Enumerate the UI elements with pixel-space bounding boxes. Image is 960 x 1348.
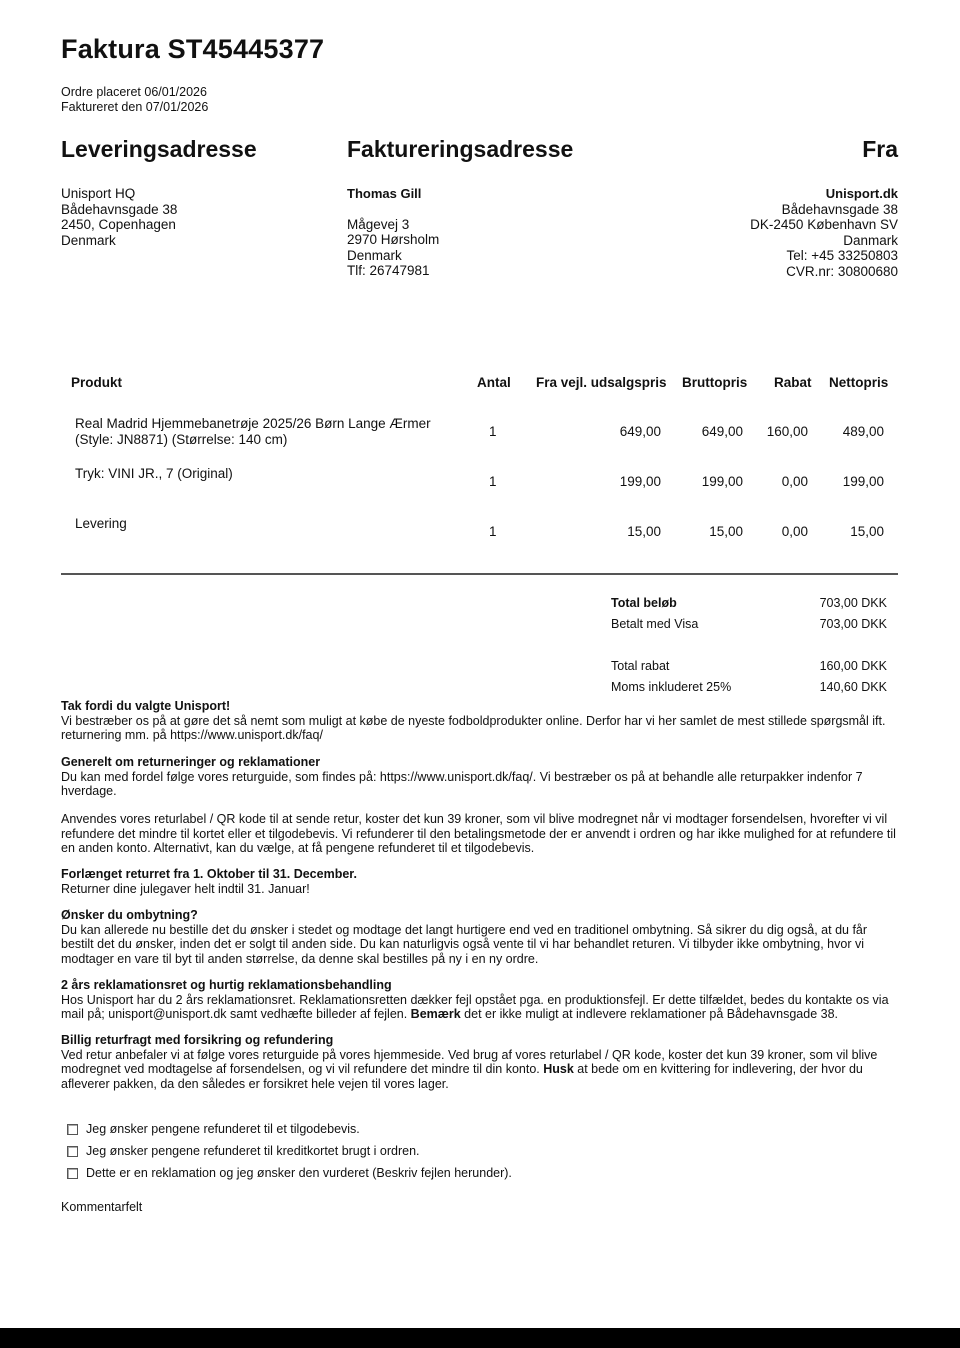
exchange-title: Ønsker du ombytning? [61,908,198,922]
freight-text-b: at bede om en kvittering for indlevering, der hvor du afleverer pakken, da den således er forsikret hele vejen til vores lager. [61,1062,863,1091]
shipping-line: Bådehavnsgade 38 [61,201,178,217]
label-text: Anvendes vores returlabel / QR kode til at sende retur, koster det kun 39 kroner, som vil blive modregnet når vi modtager forsendelsen, hvorefter vi vil refundere det mindre til kortet eller et tilgodebevis. Vi refunderer til den betalingsmetode der er anvendt i ordren og har ikke mulighed for at refundere til en anden konto. Alternativt, kan du vælge, at få pengene refunderet til et tilgodebevis. [61,812,896,855]
freight-text-a: Ved retur anbefaler vi at følge vores returguide på vores hjemmeside. Ved brug af vores returlabel / QR kode, koster det kun 39 kroner, som vil blive modregnet ved modtagelse af forsendelsen, og vi vil refundere det mindre til din konto. [61,1047,878,1076]
extended-text: Returner dine julegaver helt indtil 31. Januar! [61,881,310,896]
invoice-dates [61,85,208,114]
warranty-text [61,993,901,1022]
checkbox-label: Jeg ønsker pengene refunderet til kreditkortet brugt i ordren. [86,1144,420,1158]
invoiced-date: Faktureret den 07/01/2026 [61,99,209,114]
row-discount: 160,00 [766,424,808,439]
returns-title: Generelt om returneringer og reklamationer [61,755,321,769]
row-gross: 15,00 [709,524,743,539]
table-row-product [75,516,465,532]
row-qty: 1 [489,474,497,489]
shipping-address [61,186,177,248]
checkbox-creditcard[interactable] [67,1146,78,1157]
warranty-bold: Bemærk [410,1007,461,1021]
discount-total-label: Total rabat [611,659,670,673]
checkbox-row[interactable] [67,1122,360,1136]
header-discount: Rabat [774,375,812,390]
warranty-title: 2 års reklamationsret og hurtig reklamationsbehandling [61,978,392,992]
freight-bold: Husk [543,1062,574,1076]
checkbox-row[interactable] [67,1144,420,1158]
row-gross: 649,00 [701,424,743,439]
invoice-title: Faktura ST45445377 [61,34,325,64]
from-line: DK-2450 København SV [750,217,898,232]
returns-section [61,755,901,799]
table-row-product [75,466,465,482]
total-value: 703,00 DKK [819,596,887,610]
checkbox-giftcard[interactable] [67,1124,78,1135]
thanks-text: Vi bestræber os på at gøre det så nemt som muligt at købe de nyeste fodboldprodukter online. Derfor har vi her samlet de mest stillede spørgsmål ift. returnering mm. på https://www.unisport.dk/faq/ [61,713,886,742]
from-line: Tel: +45 33250803 [786,248,898,263]
extended-section [61,867,901,896]
warranty-section [61,978,901,1022]
vat-label: Moms inkluderet 25% [611,680,732,694]
row-qty: 1 [489,424,497,439]
warranty-text-a: Hos Unisport har du 2 års reklamationsret. Reklamationsretten dækker fejl opstået pga. en produktionsfejl. Er dette tilfældet, bedes du kontakte os via mail på; unisport@unisport.dk samt vedhæfte billeder af fejlen. [61,992,889,1021]
header-rrp: Fra vejl. udsalgspris [536,375,667,390]
exchange-section [61,908,901,966]
billing-line: Mågevej 3 [347,216,410,232]
header-qty: Antal [477,375,511,390]
billing-name: Thomas Gill [347,186,422,201]
row-rrp: 649,00 [619,424,661,439]
comment-label: Kommentarfelt [61,1200,143,1214]
exchange-text: Du kan allerede nu bestille det du ønsker i stedet og modtage det langt hurtigere end ved en traditionel ombytning. Så sikrer du dig også, at du får bestilt det du ønsker, inden det er solgt til anden side. Du kan naturligvis også vente til vi har behandlet returen. Vi tilbyder ikke ombytning, hvor vi modtager en vare til byt til anden størrelse, da denne skal bestilles på ny i en ny ordre. [61,922,868,966]
shipping-line: Denmark [61,232,116,248]
billing-line: Tlf: 26747981 [347,263,430,278]
vat-value: 140,60 DKK [819,680,887,694]
from-heading: Fra [862,136,898,162]
row-net: 199,00 [842,474,884,489]
returns-text: Du kan med fordel følge vores returguide, som findes på: https://www.unisport.dk/faq/. Vi bestræber os på at behandle alle returpakker indenfor 7 hverdage. [61,769,863,798]
row-discount: 0,00 [781,474,808,489]
paid-label: Betalt med Visa [611,617,699,631]
checkbox-label: Dette er en reklamation og jeg ønsker den vurderet (Beskriv fejlen herunder). [86,1166,512,1180]
header-gross: Bruttopris [682,375,748,390]
paid-value: 703,00 DKK [819,617,887,631]
table-row-product [75,416,465,447]
shipping-line: Unisport HQ [61,186,136,201]
checkbox-row[interactable] [67,1166,512,1180]
product-name: Real Madrid Hjemmebanetrøje 2025/26 Børn Lange Ærmer [75,416,431,431]
from-line: Bådehavnsgade 38 [781,201,898,217]
shipping-line: 2450, Copenhagen [61,217,176,232]
shipping-heading: Leveringsadresse [61,136,257,162]
product-details: (Style: JN8871) (Størrelse: 140 cm) [75,431,288,447]
from-name: Unisport.dk [825,186,898,201]
billing-line: 2970 Hørsholm [347,232,440,247]
table-divider [61,573,898,575]
discount-total-value: 160,00 DKK [819,659,887,673]
extended-title: Forlænget returret fra 1. Oktober til 31. December. [61,867,357,881]
from-line: CVR.nr: 30800680 [786,263,898,279]
freight-section [61,1033,901,1091]
billing-address [347,186,439,279]
product-name: Levering [75,516,127,531]
row-discount: 0,00 [781,524,808,539]
billing-line: Denmark [347,247,402,263]
row-qty: 1 [489,524,497,539]
thanks-title: Tak fordi du valgte Unisport! [61,699,231,713]
freight-title: Billig returfragt med forsikring og refundering [61,1033,334,1047]
warranty-text-b: det er ikke muligt at indlevere reklamationer på Bådehavnsgade 38. [460,1007,839,1021]
header-product: Produkt [71,375,123,390]
product-name: Tryk: VINI JR., 7 (Original) [75,466,233,481]
billing-heading: Faktureringsadresse [347,136,574,162]
row-net: 15,00 [850,524,884,539]
from-line: Danmark [843,232,898,248]
freight-text [61,1048,901,1092]
bottom-bar [0,1328,960,1348]
row-net: 489,00 [842,424,884,439]
checkbox-complaint[interactable] [67,1168,78,1179]
row-gross: 199,00 [701,474,743,489]
label-section [61,812,901,856]
order-placed-date: Ordre placeret 06/01/2026 [61,85,207,99]
row-rrp: 15,00 [627,524,661,539]
header-net: Nettopris [829,375,889,390]
total-label: Total beløb [611,596,677,610]
thanks-section [61,699,901,743]
from-address [750,186,898,279]
row-rrp: 199,00 [619,474,661,489]
checkbox-label: Jeg ønsker pengene refunderet til et tilgodebevis. [86,1122,360,1136]
